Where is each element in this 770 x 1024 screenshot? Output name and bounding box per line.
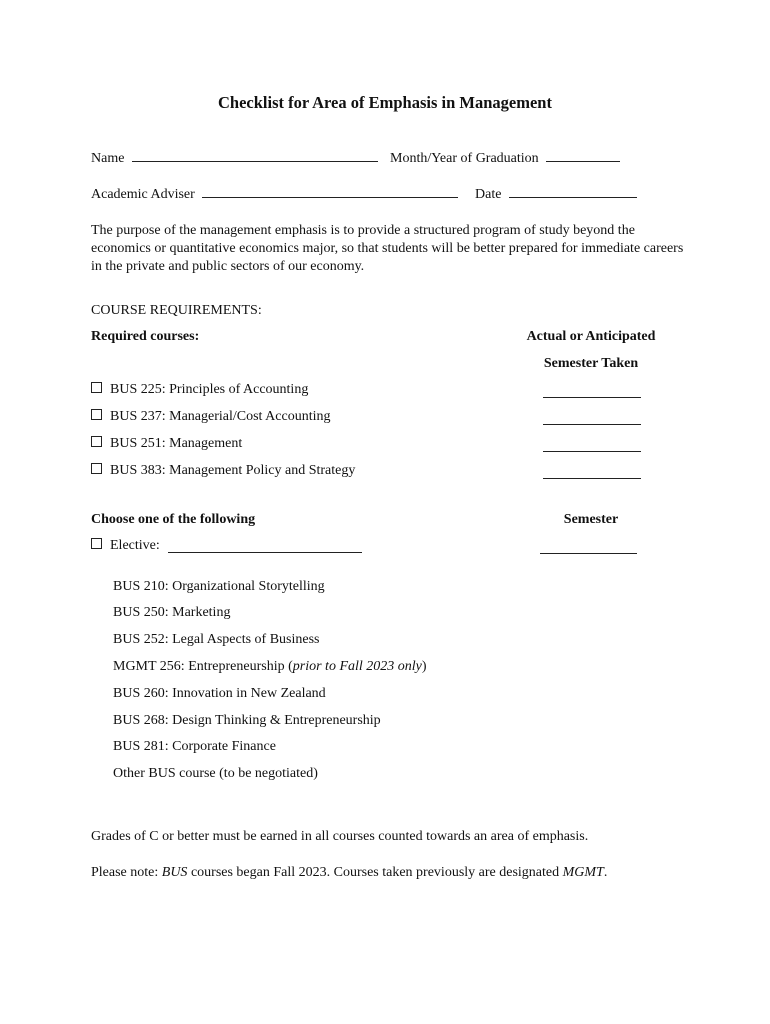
elective-input-line[interactable]	[168, 552, 362, 553]
course-label: BUS 251: Management	[110, 436, 243, 451]
elective-option	[113, 659, 427, 675]
course-requirements-heading: COURSE REQUIREMENTS:	[91, 303, 262, 318]
adviser-input-line[interactable]	[202, 196, 458, 198]
name-label: Name	[91, 151, 125, 166]
please-note-prefix: Please note:	[91, 865, 162, 880]
elective-row	[91, 538, 160, 554]
course-label: BUS 225: Principles of Accounting	[110, 382, 309, 397]
adviser-field-row	[91, 187, 458, 203]
checkbox[interactable]	[91, 382, 102, 393]
elective-option: BUS 260: Innovation in New Zealand	[113, 686, 326, 701]
required-course-item	[91, 436, 242, 452]
elective-option: BUS 252: Legal Aspects of Business	[113, 632, 320, 647]
graduation-field-row	[390, 151, 620, 167]
semester-taken-heading-line1: Actual or Anticipated	[526, 329, 656, 344]
required-course-item	[91, 463, 355, 479]
elective-option: BUS 281: Corporate Finance	[113, 739, 276, 754]
checkbox[interactable]	[91, 463, 102, 474]
date-input-line[interactable]	[509, 196, 637, 198]
page-title: Checklist for Area of Emphasis in Management	[218, 93, 552, 112]
elective-option: BUS 268: Design Thinking & Entrepreneurship	[113, 713, 381, 728]
required-course-item	[91, 409, 330, 425]
semester-input-line[interactable]	[543, 424, 641, 425]
semester-input-line[interactable]	[543, 397, 641, 398]
semester-taken-heading-line2: Semester Taken	[543, 356, 639, 371]
semester-input-line[interactable]	[543, 478, 641, 479]
elective-option: BUS 250: Marketing	[113, 605, 231, 620]
elective-option: BUS 210: Organizational Storytelling	[113, 579, 325, 594]
checkbox[interactable]	[91, 409, 102, 420]
name-field-row	[91, 151, 378, 167]
graduation-label: Month/Year of Graduation	[390, 151, 539, 166]
date-field-row	[475, 187, 637, 203]
semester-input-line[interactable]	[543, 451, 641, 452]
checkbox[interactable]	[91, 538, 102, 549]
grades-note: Grades of C or better must be earned in all courses counted towards an area of emphasis.	[91, 829, 589, 844]
mgmt-note-close: )	[421, 659, 427, 674]
course-label: BUS 383: Management Policy and Strategy	[110, 463, 356, 478]
please-note	[91, 865, 607, 881]
required-courses-heading: Required courses:	[91, 329, 200, 344]
elective-label: Elective:	[110, 538, 160, 553]
purpose-paragraph: The purpose of the management emphasis is to provide a structured program of study beyond the economics or quantitative economics major, so that students will be better prepared for immediate careers in the private and public sectors of our economy.	[91, 223, 684, 274]
please-note-middle: courses began Fall 2023. Courses taken previously are designated	[187, 865, 563, 880]
elective-heading: Choose one of the following	[91, 512, 256, 527]
please-note-end: .	[603, 865, 608, 880]
graduation-input-line[interactable]	[546, 160, 620, 162]
adviser-label: Academic Adviser	[91, 187, 195, 202]
bus-term: BUS	[161, 865, 188, 880]
mgmt-note: prior to Fall 2023 only	[292, 659, 422, 674]
elective-semester-heading: Semester	[563, 512, 619, 527]
name-input-line[interactable]	[132, 160, 378, 162]
required-course-item	[91, 382, 308, 398]
mgmt-term: MGMT	[562, 865, 604, 880]
date-label: Date	[475, 187, 502, 202]
elective-option: Other BUS course (to be negotiated)	[113, 766, 318, 781]
elective-option-text: MGMT 256: Entrepreneurship (	[113, 659, 293, 674]
checkbox[interactable]	[91, 436, 102, 447]
course-label: BUS 237: Managerial/Cost Accounting	[110, 409, 331, 424]
elective-semester-input-line[interactable]	[540, 553, 637, 554]
